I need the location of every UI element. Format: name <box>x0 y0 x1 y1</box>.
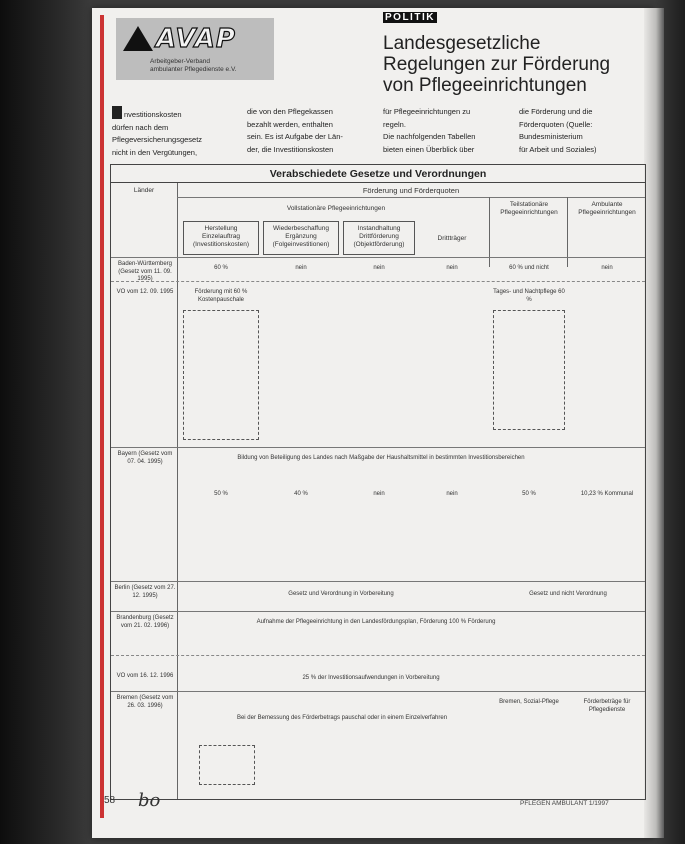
page-number: 58 <box>104 795 116 806</box>
row-land-brandenburg-vo: VO vom 16. 12. 1996 <box>116 673 174 679</box>
subhead-drittraeger: Drittträger <box>437 235 467 242</box>
page-curl-shadow <box>644 8 664 838</box>
head-laender: Länder <box>133 187 155 194</box>
journal-footer: PFLEGEN AMBULANT 1/1997 <box>520 800 609 807</box>
handwritten-scribble: bo <box>138 790 161 811</box>
table-title: Verabschiedete Gesetze und Verordnungen <box>111 165 645 183</box>
red-margin-bar <box>100 15 104 818</box>
intro-column-3: für Pflegeeinrichtungen zu regeln. Die nachfolgenden Tabellen bieten einen Überblick über <box>383 107 476 154</box>
laws-table: Verabschiedete Gesetze und Verordnungen Länder Förderung und Förderquoten Vollstationäre Pflegeeinrichtungen Teilstationäre Pflegeeinrichtungen Ambulante Pflegeeinrichtungen Herstellung Einzelauftrag (Investitionskosten) Wiederbeschaffung Ergänzung (Folgeinvestitionen) Instandhaltung Drittförderung (Objektförderung) Drittträger Baden-Württemberg (Gesetz vom 11. 09. 1995) 60 % nein nein nein 60 % und nicht nein VO vom 12. 09. 1995 Förderung mit 60 % Kostenpauschale Tages- und Nachtpflege 60 % Bayern (Gesetz vom 07. 04. 1995) Bildung von Beteiligung des Landes nach Maßgabe der Haushaltsmittel in bestimmten Investitionsbereichen 50 % 40 % nein nein 50 % 10,23 % Kommunal Berlin (Gesetz vom 27. 12. 1995) Gesetz und Verordnung in Vorbereitung Gesetz und nicht Verordnung Brandenburg (Gesetz vom 21. 02. 1996) Aufnahme der Pflegeeinrichtung in den Landesfördungsplan, Förderung 100 % Förderung VO vom 16. 12. 1996 25 % der Investitionsaufwendungen in Vorbereitung Bremen (Gesetz vom 26. 03. 1996) Bei der Bemessung des Förderbetrags pauschal oder in einem Einzelverfahren Bremen, Sozial-Pflege Förderbeträge für Pflegedienste <box>110 164 646 800</box>
drop-cap <box>112 106 122 119</box>
row-land-bremen: Bremen (Gesetz vom 26. 03. 1996) <box>116 695 174 709</box>
row-land-bw: Baden-Württemberg (Gesetz vom 11. 09. 1995) <box>117 261 173 282</box>
logo-triangle-icon <box>123 26 153 51</box>
row-land-berlin: Berlin (Gesetz vom 27. 12. 1995) <box>114 585 176 599</box>
section-label: POLITIK <box>385 12 435 23</box>
headline: Landesgesetzliche Regelungen zur Förderung von Pflegeeinrichtungen <box>383 33 611 96</box>
head-foerderung: Förderung und Förderquoten <box>362 186 460 195</box>
head-ambulant: Ambulante Pflegeeinrichtungen <box>578 201 636 216</box>
subhead-wiederbeschaffung: Wiederbeschaffung Ergänzung (Folgeinvestitionen) <box>272 225 330 248</box>
head-vollstationaer: Vollstationäre Pflegeeinrichtungen <box>286 205 386 212</box>
logo-brand: AVAP <box>156 24 236 54</box>
subhead-herstellung: Herstellung Einzelauftrag (Investitionskosten) <box>193 225 249 248</box>
logo-subtitle: Arbeitgeber-Verband ambulanter Pflegedienste e.V. <box>150 58 237 73</box>
head-teilstationaer: Teilstationäre Pflegeeinrichtungen <box>500 201 558 216</box>
row-land-bayern: Bayern (Gesetz vom 07. 04. 1995) <box>117 451 173 465</box>
intro-column-4: die Förderung und die Förderquoten (Quelle: Bundesministerium für Arbeit und Soziales) <box>519 107 597 154</box>
intro-column-1: nvestitionskosten dürfen nach dem Pflegeversicherungsgesetz nicht in den Vergütungen, <box>112 106 240 159</box>
subhead-instandhaltung: Instandhaltung Drittförderung (Objektförderung) <box>353 225 405 248</box>
row-land-brandenburg: Brandenburg (Gesetz vom 21. 02. 1996) <box>116 615 174 629</box>
intro-column-2: die von den Pflegekassen bezahlt werden, enthalten sein. Es ist Aufgabe der Län- der, die Investitionskosten <box>247 107 343 154</box>
row-land-bw-vo: VO vom 12. 09. 1995 <box>116 289 174 295</box>
